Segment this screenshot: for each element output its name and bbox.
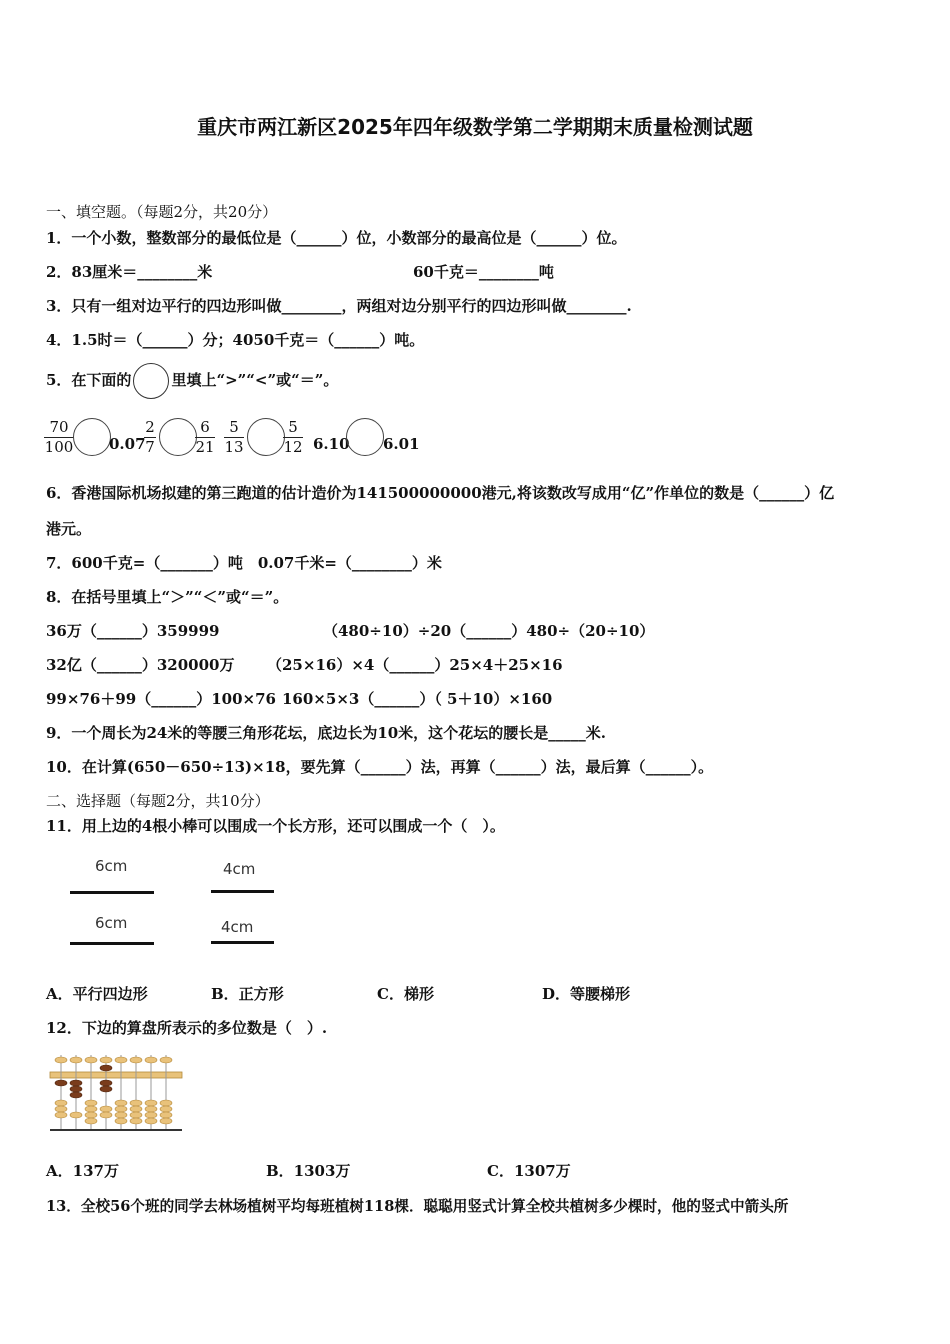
stick-label-2: 4cm: [223, 860, 256, 878]
question-10: 10．在计算(650－650÷13)×18，要先算（______）法，再算（______）法，最后算（______）。: [46, 758, 714, 776]
question-6-line1: 6．香港国际机场拟建的第三跑道的估计造价为141500000000港元,将该数改写成用“亿”作单位的数是（______）亿: [46, 484, 835, 502]
question-8: 8．在括号里填上“＞”“＜”或“＝”。: [46, 588, 289, 606]
question-7: 7．600千克=（_______）吨 0.07千米=（________）米: [46, 554, 442, 572]
section-2-heading: 二、选择题（每题2分，共10分）: [46, 792, 270, 810]
question-9: 9．一个周长为24米的等腰三角形花坛，底边长为10米，这个花坛的腰长是_____米.: [46, 724, 606, 742]
q12-option-c[interactable]: C．1307万: [487, 1162, 571, 1180]
fraction-5-13: 5 13: [224, 418, 244, 456]
q8-row-3-left: 99×76＋99（______）100×76: [46, 690, 276, 708]
question-5-suffix: 里填上“>”“<”或“＝”。: [171, 371, 339, 389]
blank-circle-icon: [133, 363, 169, 399]
compare-circle-4[interactable]: [346, 418, 384, 456]
question-11: 11．用上边的4根小棒可以围成一个长方形，还可以围成一个（ ）。: [46, 817, 505, 835]
fraction-6-21: 6 21: [195, 418, 215, 456]
fraction-2-7: 2 7: [145, 418, 155, 456]
compare-circle-2[interactable]: [159, 418, 197, 456]
q8-row-1-left: 36万（______）359999: [46, 622, 220, 640]
stick-2: [211, 890, 274, 893]
question-6-line2: 港元。: [46, 520, 92, 538]
question-3: 3．只有一组对边平行的四边形叫做________，两组对边分别平行的四边形叫做________.: [46, 297, 632, 315]
stick-3: [70, 942, 154, 945]
abacus-icon: [48, 1051, 184, 1133]
section-1-heading: 一、填空题。（每题2分，共20分）: [46, 203, 278, 221]
q11-option-d[interactable]: D．等腰梯形: [542, 985, 631, 1003]
question-12: 12．下边的算盘所表示的多位数是（ ）.: [46, 1019, 328, 1037]
stick-1: [70, 891, 154, 894]
value-6-10: 6.10: [313, 435, 350, 453]
q11-option-b[interactable]: B．正方形: [211, 985, 284, 1003]
question-2a: 2．83厘米＝________米: [46, 263, 213, 281]
q8-row-2-left: 32亿（______）320000万: [46, 656, 235, 674]
q11-option-c[interactable]: C．梯形: [377, 985, 434, 1003]
q8-row-1-right: （480÷10）÷20（______）480÷（20÷10）: [323, 622, 655, 640]
question-1: 1．一个小数，整数部分的最低位是（______）位，小数部分的最高位是（______）位。: [46, 229, 627, 247]
stick-label-4: 4cm: [221, 918, 254, 936]
question-5: [46, 362, 338, 399]
q8-row-2-right: （25×16）×4（______）25×4＋25×16: [267, 656, 563, 674]
compare-circle-3[interactable]: [247, 418, 285, 456]
q8-row-3-right: 160×5×3（______）（ 5＋10）×160: [282, 690, 553, 708]
fraction-70-100: 70 100: [44, 418, 74, 456]
question-5-prefix: 5．在下面的: [46, 371, 132, 389]
q12-option-b[interactable]: B．1303万: [266, 1162, 351, 1180]
stick-label-1: 6cm: [95, 857, 128, 875]
value-6-01: 6.01: [383, 435, 420, 453]
page-title: 重庆市两江新区2025年四年级数学第二学期期末质量检测试题: [197, 115, 753, 139]
question-4: 4．1.5时＝（______）分；4050千克＝（______）吨。: [46, 331, 425, 349]
compare-circle-1[interactable]: [73, 418, 111, 456]
value-0-07: 0.07: [109, 435, 146, 453]
fraction-5-12: 5 12: [283, 418, 303, 456]
q12-option-a[interactable]: A．137万: [46, 1162, 119, 1180]
stick-4: [211, 941, 274, 944]
stick-label-3: 6cm: [95, 914, 128, 932]
q11-option-a[interactable]: A．平行四边形: [46, 985, 148, 1003]
question-13: 13．全校56个班的同学去林场植树平均每班植树118棵．聪聪用竖式计算全校共植树多少棵时，他的竖式中箭头所: [46, 1198, 789, 1215]
question-2b: 60千克＝________吨: [413, 263, 554, 281]
